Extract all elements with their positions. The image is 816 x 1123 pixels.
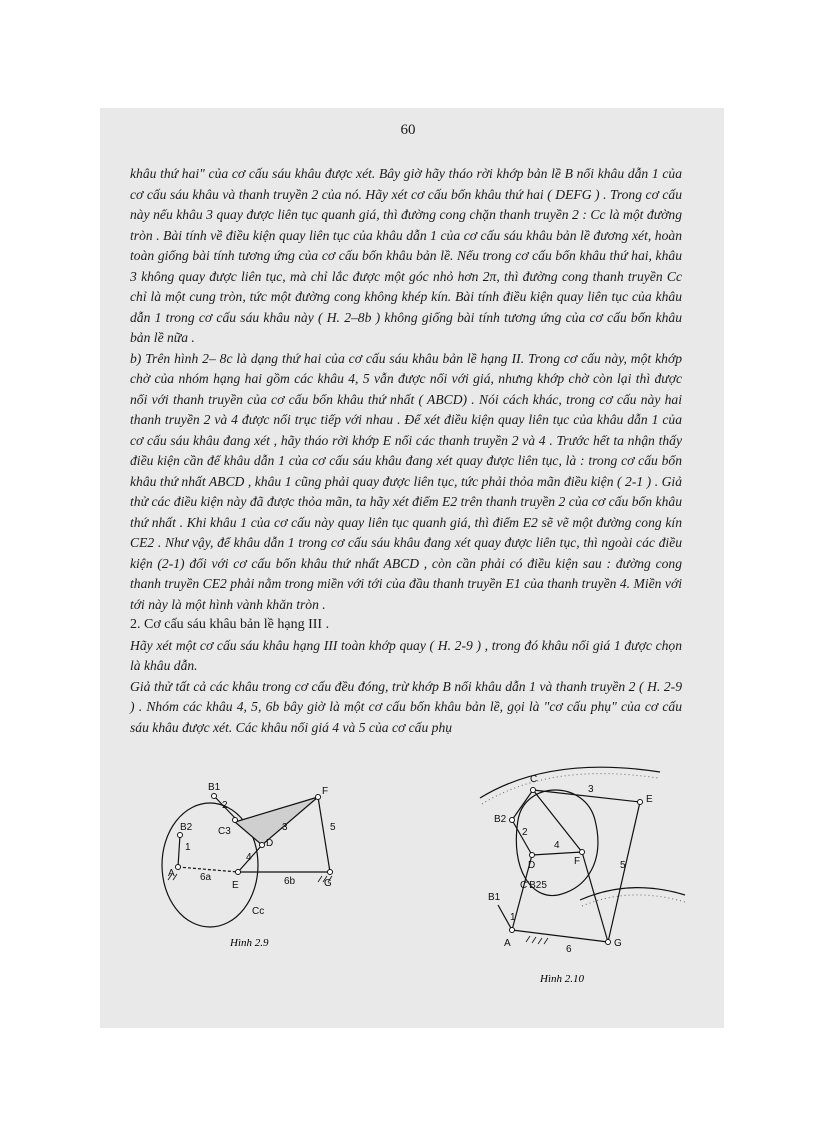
figure-2-10 — [470, 760, 690, 995]
label-b1-top: B1 — [208, 782, 221, 793]
label-1: 1 — [510, 912, 516, 923]
ground-hatching-10 — [526, 936, 548, 944]
label-3: 3 — [588, 784, 594, 795]
label-f: F — [322, 786, 329, 797]
label-e: E — [646, 794, 653, 805]
label-5: 5 — [620, 860, 626, 871]
body-text — [130, 164, 682, 738]
label-a: A — [504, 938, 511, 949]
figure-2-9-caption: Hình 2.9 — [230, 937, 269, 949]
label-6a: 6a — [200, 872, 212, 883]
section-heading: 2. Cơ cấu sáu khâu bản lề hạng III . — [130, 617, 330, 632]
label-g: G — [324, 878, 332, 889]
link-5 — [318, 797, 330, 872]
label-1: 1 — [185, 842, 191, 853]
label-c3: C3 — [218, 826, 231, 837]
label-2: 2 — [222, 800, 228, 811]
label-b2: B2 — [494, 814, 507, 825]
label-f: F — [574, 856, 581, 867]
label-4: 4 — [246, 852, 252, 863]
link-1 — [178, 835, 180, 867]
label-4: 4 — [554, 840, 560, 851]
figure-2-9 — [150, 780, 360, 980]
label-3: 3 — [282, 822, 288, 833]
paragraph-assumption: Giả thử tất cả các khâu trong cơ cấu đều đóng, trừ khớp B nối khâu dẫn 1 và thanh truyền 2 ( H. 2-9 ) . Nhóm các khâu 4, 5, 6b bây giờ là một cơ cấu bốn khâu bản lề, gọi là "cơ cấu phụ" của cơ cấu sáu khâu được xét. Các khâu nối giá 4 và 5 của cơ cấu phụ — [130, 678, 682, 735]
figure-2-9-drawing — [150, 780, 360, 980]
label-2: 2 — [522, 827, 528, 838]
label-b2: B2 — [180, 822, 193, 833]
link-3-triangle — [235, 797, 318, 845]
label-g: G — [614, 938, 622, 949]
figure-2-10-caption: Hình 2.10 — [540, 973, 584, 985]
outer-arc — [480, 767, 660, 798]
page-number: 60 — [400, 122, 416, 138]
label-cc: Cc — [252, 906, 265, 917]
paragraph-intro: Hãy xét một cơ cấu sáu khâu hạng III toàn khớp quay ( H. 2-9 ) , trong đó khâu nối giá 1 được chọn là khâu dẫn. — [130, 637, 682, 673]
label-e: E — [232, 880, 239, 891]
figure-2-10-drawing — [470, 760, 690, 995]
label-6: 6 — [566, 944, 572, 955]
paragraph-continuation: khâu thứ hai" của cơ cấu sáu khâu được xét. Bây giờ hãy tháo rời khớp bản lề B nối khâu dẫn 1 của cơ cấu sáu khâu và thanh truyền 2 của nó. Hãy xét cơ cấu bốn khâu thứ hai ( DEFG ) . Trong cơ cấu này nếu khâu 3 quay được liên tục quanh giá, thì đường cong chặn thanh truyền 2 : Cc là một đường tròn . Bài tính về điều kiện quay liên tục của khâu dẫn 1 của cơ cấu sáu khâu bản lề đương xét, hoàn toàn giống bài tính tương ứng của cơ cấu bốn khâu bản lề. Nếu trong cơ cấu bốn khâu thứ hai, khâu 3 không quay được liên tục, mà chỉ lắc được một góc nhỏ hơn 2π, thì đường cong thanh truyền Cc chỉ là một cung tròn, tức một đường cong không khép kín. Bài tính điều kiện quay liên tục của khâu dẫn 1 trong cơ cấu sáu khâu này ( H. 2–8b ) không giống bài tính tương ứng của cơ cấu bốn khâu bản lề nữa . — [130, 166, 682, 345]
label-cb25: C'B25 — [520, 880, 547, 891]
label-6b: 6b — [284, 876, 296, 887]
label-a: A — [168, 868, 175, 879]
label-c: C — [530, 774, 538, 785]
outer-arc-fringe — [482, 774, 658, 804]
label-d: D — [266, 838, 274, 849]
label-5: 5 — [330, 822, 336, 833]
label-d: D — [528, 860, 536, 871]
paragraph-b: b) Trên hình 2– 8c là dạng thứ hai của cơ cấu sáu khâu bản lề hạng II. Trong cơ cấu này, một khớp chờ của nhóm hạng hai gồm các khâu 4, 5 vẫn được nối với giá, nhưng khớp chờ còn lại thì được nối với thanh truyền của cơ cấu bốn khâu thứ nhất ( ABCD) . Nói cách khác, trong cơ cấu này hai thanh truyền 2 và 4 được nối trục tiếp với nhau . Để xét điều kiện quay liên tục của khâu dẫn 1 của cơ cấu sáu khâu đang xét , hãy tháo rời khớp E nối các thanh truyền 2 và 4 . Trước hết ta nhận thấy điều kiện cần để khâu dẫn 1 của cơ cấu sáu khâu đang xét quay được liên tục, là : trong cơ cấu bốn khâu thứ nhất ABCD , khâu 1 cũng phải quay được liên tục, tức phải thỏa mãn điều kiện ( 2-1 ) . Giả thử các điều kiện này đã được thỏa mãn, ta hãy xét điểm E2 trên thanh truyền 2 của cơ cấu bốn khâu thứ nhất . Khi khâu 1 của cơ cấu này quay liên tục quanh giá, thì điểm E2 sẽ vẽ một đường cong kín CE2 . Như vậy, để khâu dẫn 1 trong cơ cấu sáu khâu đang xét quay được liên tục, thì ngoài các điều kiện (2-1) đối với cơ cấu bốn khâu thứ nhất ABCD , còn cần phải có điều kiện sau : đường cong thanh truyền CE2 phải nằm trong miền với tới của đầu thanh truyền E1 của thanh truyền 4. Miền với tới này là một hình vành khăn tròn . — [130, 350, 682, 612]
label-b1: B1 — [488, 892, 501, 903]
ground-hatching — [168, 874, 332, 882]
